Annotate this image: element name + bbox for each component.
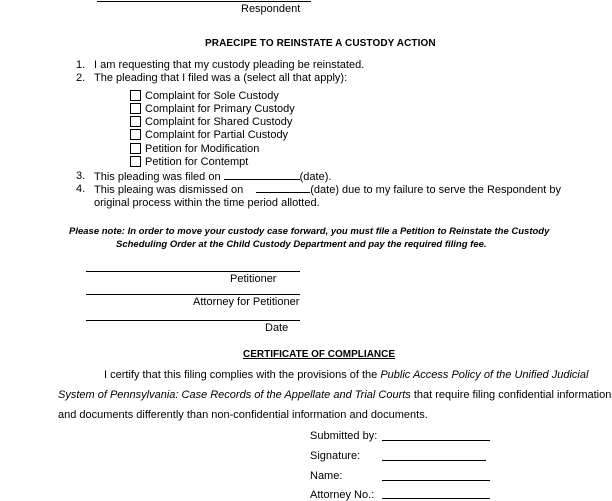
option-contempt: Petition for Contempt (145, 156, 249, 168)
option-sole-custody: Complaint for Sole Custody (145, 90, 279, 102)
signature-label: Signature: (310, 450, 361, 462)
option-shared-custody: Complaint for Shared Custody (145, 116, 293, 128)
date-label: Date (265, 322, 289, 334)
checkbox-shared-custody[interactable] (130, 116, 141, 127)
option-modification: Petition for Modification (145, 143, 260, 155)
checkbox-contempt[interactable] (130, 156, 141, 167)
certificate-text-start: I certify that this filing complies with the provisions of the (104, 369, 381, 381)
certificate-text-middle: that require filing confidential information (410, 389, 612, 401)
certificate-paragraph-line-2 (58, 389, 611, 401)
item-4-number: 4. (76, 183, 86, 195)
checkbox-sole-custody[interactable] (130, 90, 141, 101)
submitted-by-label: Submitted by: (310, 430, 378, 442)
item-3-text: This pleading was filed on (94, 171, 221, 183)
respondent-signature-line (97, 1, 311, 2)
certificate-paragraph-line-1 (104, 369, 588, 381)
item-4-text: This pleaing was dismissed on (94, 184, 244, 196)
option-partial-custody: Complaint for Partial Custody (145, 129, 289, 141)
option-primary-custody: Complaint for Primary Custody (145, 103, 295, 115)
note-line-1: Please note: In order to move your custody case forward, you must file a Petition to Reinstate the Custody (69, 226, 550, 237)
respondent-label: Respondent (241, 3, 301, 15)
item-1-text: I am requesting that my custody pleading be reinstated. (94, 59, 365, 71)
attorney-label: Attorney for Petitioner (193, 296, 300, 308)
item-3-line (94, 170, 331, 183)
item-2-number: 2. (76, 72, 86, 84)
name-field[interactable] (382, 480, 490, 481)
item-1-number: 1. (76, 59, 86, 71)
attorney-number-field[interactable] (382, 498, 490, 499)
filed-date-field[interactable] (224, 170, 300, 180)
attorney-number-label: Attorney No.: (310, 489, 375, 501)
checkbox-partial-custody[interactable] (130, 129, 141, 140)
case-records-title: System of Pennsylvania: Case Records of the Appellate and Trial Courts (58, 389, 411, 401)
petitioner-label: Petitioner (230, 273, 277, 285)
item-4-date-suffix: (date) due to my failure to serve the Respondent by (310, 184, 561, 196)
item-4-line (94, 183, 561, 196)
item-2-text: The pleading that I filed was a (select all that apply): (94, 72, 348, 84)
checkbox-primary-custody[interactable] (130, 103, 141, 114)
page-title: PRAECIPE TO REINSTATE A CUSTODY ACTION (205, 38, 436, 49)
item-3-number: 3. (76, 170, 86, 182)
public-access-policy-title: Public Access Policy of the Unified Judicial (380, 369, 589, 381)
submitted-by-field[interactable] (382, 440, 490, 441)
certificate-heading: CERTIFICATE OF COMPLIANCE (243, 349, 396, 360)
checkbox-modification[interactable] (130, 143, 141, 154)
attorney-signature-line[interactable] (86, 294, 300, 295)
certificate-paragraph-line-3: and documents differently than non-confidential information and documents. (58, 409, 428, 421)
signature-field[interactable] (382, 460, 486, 461)
item-3-date-suffix: (date). (299, 171, 332, 183)
item-4-line-2: original process within the time period allotted. (94, 197, 320, 209)
name-label: Name: (310, 470, 343, 482)
date-signature-line[interactable] (86, 320, 300, 321)
dismissed-date-field[interactable] (256, 183, 310, 193)
note-line-2: Scheduling Order at the Child Custody Department and pay the required filing fee. (116, 239, 487, 250)
petitioner-signature-line[interactable] (86, 271, 300, 272)
